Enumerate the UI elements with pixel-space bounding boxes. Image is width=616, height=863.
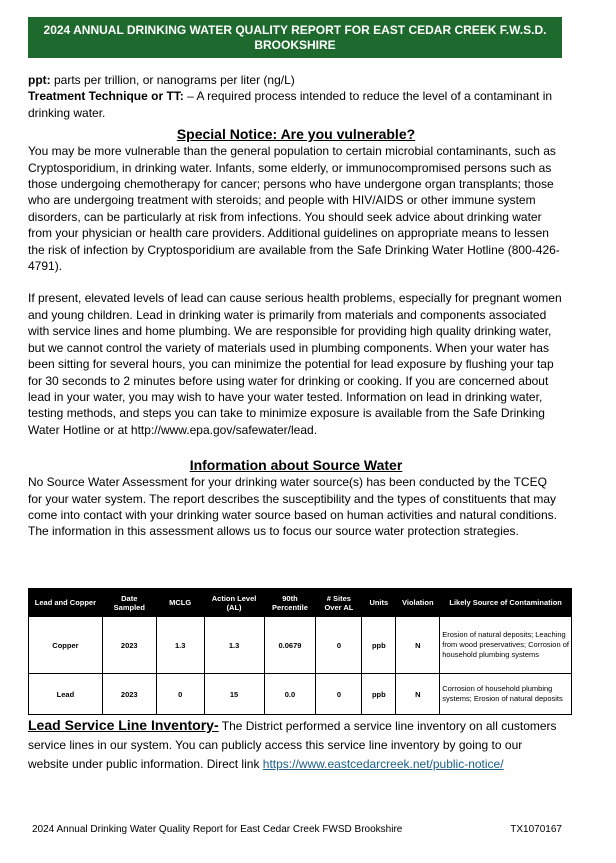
service-line-inventory [28, 716, 564, 774]
table-cell: Lead [29, 674, 103, 715]
table-cell: Erosion of natural deposits; Leaching from wood preservatives; Corrosion of household plumbing systems [440, 617, 572, 674]
column-header: Likely Source of Contamination [440, 589, 572, 617]
table-cell: 0.0 [264, 674, 316, 715]
inventory-text: The District performed a service line inventory on all customers service lines in our system. You can publicly access this service line inventory by going to our website under public information. Direct link [28, 719, 557, 771]
table-cell: 15 [204, 674, 264, 715]
definition-text: parts per trillion, or nanograms per liter (ng/L) [50, 73, 295, 87]
source-water-paragraph: No Source Water Assessment for your drinking water source(s) has been conducted by the TCEQ for your water system. The report describes the susceptibility and the types of constituents that may come into contact with your drinking water source based on human activities and natural conditions. The information in this assessment allows us to focus our source water protection strategies. [28, 475, 557, 539]
table-cell: 2023 [102, 617, 156, 674]
column-header: 90th Percentile [264, 589, 316, 617]
table-cell: 0 [316, 617, 362, 674]
footer-title: 2024 Annual Drinking Water Quality Report for East Cedar Creek FWSD Brookshire [32, 824, 403, 835]
column-header: # Sites Over AL [316, 589, 362, 617]
table-cell: 0.0679 [264, 617, 316, 674]
lead-health-paragraph: If present, elevated levels of lead can cause serious health problems, especially for pregnant women and young children. Lead in drinking water is primarily from materials and components associated with service lines and home plumbing. We are responsible for providing high quality drinking water, but we cannot control the variety of materials used in plumbing components. When your water has been sitting for several hours, you can minimize the potential for lead exposure by flushing your tap for 30 seconds to 2 minutes before using water for drinking or cooking. If you are concerned about lead in your water, you may wish to have your water tested. Information on lead in drinking water, testing methods, and steps you can take to minimize exposure is available from the Safe Drinking Water Hotline or at http://www.epa.gov/safewater/lead. [28, 291, 562, 437]
definition-term: Treatment Technique or TT: [28, 89, 184, 104]
inventory-link[interactable]: https://www.eastcedarcreek.net/public-notice/ [262, 757, 504, 771]
table-row [29, 617, 572, 674]
definition-text: – A required process intended to reduce the level of a contaminant in drinking water. [28, 89, 553, 120]
source-water-heading: Information about Source Water [189, 457, 403, 474]
table-cell: 0 [156, 674, 204, 715]
definition-ppt [28, 72, 564, 88]
column-header: Lead and Copper [29, 589, 103, 617]
column-header: MCLG [156, 589, 204, 617]
lead-copper-table [28, 588, 572, 715]
table-cell: ppb [362, 674, 396, 715]
column-header: Violation [396, 589, 440, 617]
table-cell: N [396, 617, 440, 674]
inventory-title: Lead Service Line Inventory- [28, 717, 219, 733]
report-title: 2024 ANNUAL DRINKING WATER QUALITY REPORT FOR EAST CEDAR CREEK F.W.S.D. BROOKSHIRE [43, 22, 547, 52]
page-footer [32, 824, 562, 835]
column-header: Units [362, 589, 396, 617]
special-notice-paragraph: You may be more vulnerable than the general population to certain microbial contaminants, such as Cryptosporidium, in drinking water. Infants, some elderly, or immunocompromised persons such as those undergoing chemotherapy for cancer; persons who have undergone organ transplants; those who are undergoing treatment with steroids; and people with HIV/AIDS or other immune system disorders, can be particularly at risk from infections. You should seek advice about drinking water from your physician or health care providers. Additional guidelines on appropriate means to lessen the risk of infection by Cryptosporidium are available from the Safe Drinking Water Hotline (800-426-4791). [28, 144, 560, 274]
report-header [28, 17, 562, 58]
definition-tt [28, 88, 564, 121]
table-header-row [29, 589, 572, 617]
table-cell: ppb [362, 617, 396, 674]
table-cell: N [396, 674, 440, 715]
column-header: Action Level (AL) [204, 589, 264, 617]
column-header: Date Sampled [102, 589, 156, 617]
table-row [29, 674, 572, 715]
table-cell: 1.3 [156, 617, 204, 674]
special-notice-heading: Special Notice: Are you vulnerable? [176, 126, 416, 143]
table-cell: 2023 [102, 674, 156, 715]
footer-system-id: TX1070167 [510, 824, 562, 835]
main-content [28, 72, 564, 540]
table-cell: 0 [316, 674, 362, 715]
table-cell: 1.3 [204, 617, 264, 674]
table-cell: Copper [29, 617, 103, 674]
definition-term: ppt: [28, 73, 51, 87]
table-cell: Corrosion of household plumbing systems; Erosion of natural deposits [440, 674, 572, 715]
